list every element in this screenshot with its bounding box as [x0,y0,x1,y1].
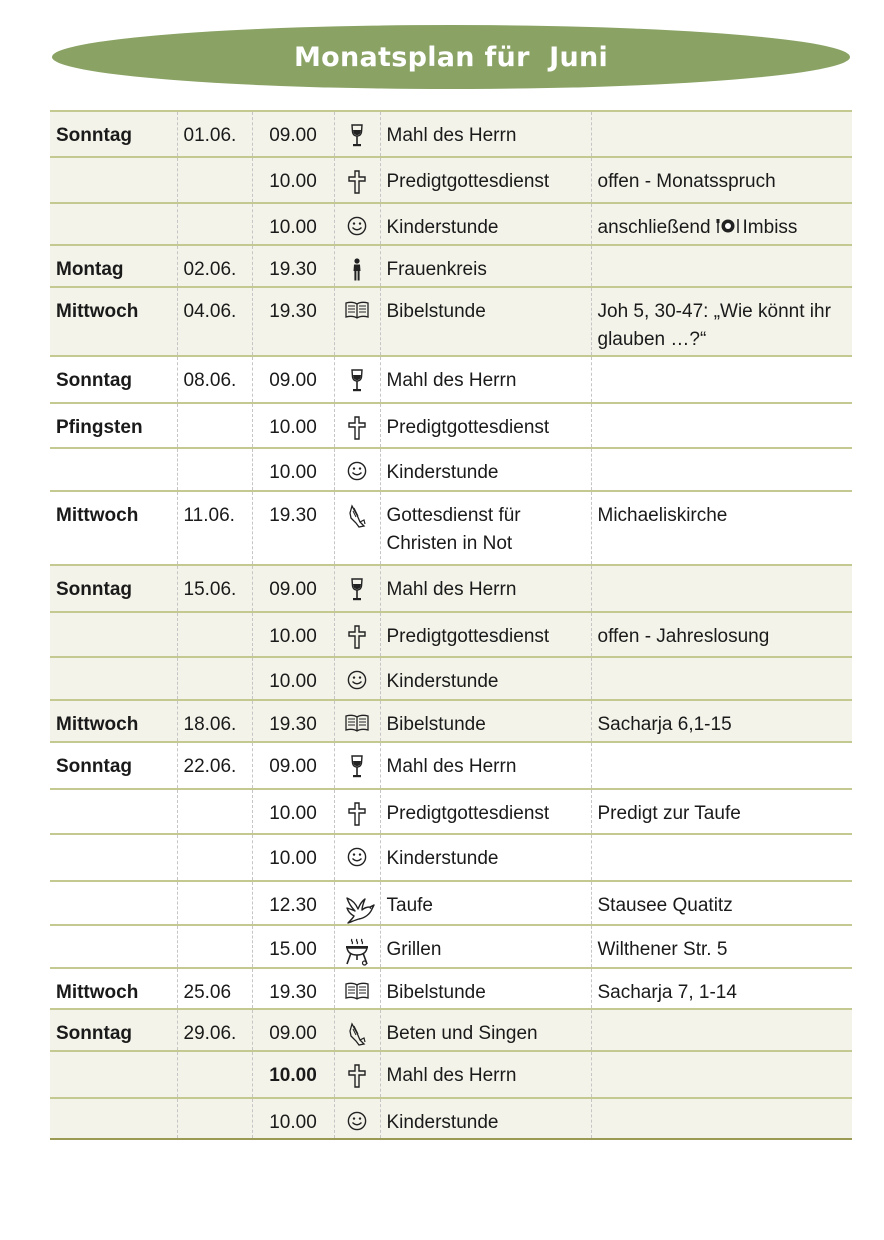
event-cell: Gottesdienst für Christen in Not [380,491,591,565]
time-cell: 09.00 [252,1009,334,1051]
event-cell: Frauenkreis [380,245,591,287]
icon-cell [334,612,380,657]
time-cell: 10.00 [252,1098,334,1139]
day-cell [50,925,177,968]
woman-icon [344,256,370,284]
time-cell: 10.00 [252,448,334,491]
date-cell: 11.06. [177,491,252,565]
icon-cell [334,403,380,448]
date-cell [177,612,252,657]
event-cell: Kinderstunde [380,203,591,245]
icon-cell [334,491,380,565]
table-row [50,968,852,1009]
event-cell: Grillen [380,925,591,968]
note-cell [591,448,852,491]
table-row [50,565,852,612]
icon-cell [334,565,380,612]
time-cell: 09.00 [252,565,334,612]
date-cell: 22.06. [177,742,252,789]
table-row [50,657,852,700]
day-cell [50,657,177,700]
time-cell: 19.30 [252,968,334,1009]
cross-icon [344,1062,370,1090]
time-cell: 19.30 [252,245,334,287]
smiley-icon [344,214,370,242]
table-row [50,157,852,203]
day-cell [50,1098,177,1139]
date-cell: 01.06. [177,111,252,157]
schedule-body [50,111,852,1139]
icon-cell [334,356,380,403]
date-cell [177,834,252,881]
icon-cell [334,203,380,245]
wine-glass-icon [344,753,370,781]
date-cell [177,1098,252,1139]
table-row [50,834,852,881]
note-cell: Sacharja 6,1-15 [591,700,852,742]
time-cell: 19.30 [252,287,334,356]
table-row [50,1009,852,1051]
note-cell [591,1009,852,1051]
icon-cell [334,742,380,789]
note-cell [591,565,852,612]
day-cell: Mittwoch [50,491,177,565]
table-row [50,1098,852,1139]
date-cell [177,157,252,203]
event-cell: Mahl des Herrn [380,111,591,157]
day-cell: Sonntag [50,565,177,612]
smiley-icon [344,1109,370,1137]
event-cell: Kinderstunde [380,448,591,491]
cross-icon [344,800,370,828]
time-cell: 10.00 [252,203,334,245]
date-cell [177,657,252,700]
smiley-icon [344,459,370,487]
event-cell: Predigtgottesdienst [380,157,591,203]
note-cell [591,356,852,403]
cross-icon [344,414,370,442]
event-cell: Mahl des Herrn [380,565,591,612]
date-cell [177,789,252,834]
icon-cell [334,834,380,881]
note-cell: Predigt zur Taufe [591,789,852,834]
event-cell: Mahl des Herrn [380,742,591,789]
time-cell: 10.00 [252,612,334,657]
dove-icon [344,892,370,920]
day-cell: Mittwoch [50,287,177,356]
book-icon [344,298,370,326]
icon-cell [334,700,380,742]
time-cell: 10.00 [252,789,334,834]
date-cell: 08.06. [177,356,252,403]
date-cell [177,403,252,448]
icon-cell [334,111,380,157]
event-cell: Kinderstunde [380,834,591,881]
event-cell: Mahl des Herrn [380,1051,591,1098]
note-cell [591,1098,852,1139]
note-text: anschließend [597,217,711,238]
event-cell: Kinderstunde [380,1098,591,1139]
schedule-table [50,110,852,1140]
event-cell: Taufe [380,881,591,925]
day-cell: Montag [50,245,177,287]
time-cell: 19.30 [252,491,334,565]
note-cell: Sacharja 7, 1-14 [591,968,852,1009]
date-cell [177,203,252,245]
icon-cell [334,287,380,356]
time-cell: 19.30 [252,700,334,742]
table-row [50,111,852,157]
date-cell [177,1051,252,1098]
event-cell: Kinderstunde [380,657,591,700]
day-cell: Mittwoch [50,968,177,1009]
praying-hands-icon [344,1020,370,1048]
icon-cell [334,925,380,968]
table-row [50,203,852,245]
icon-cell [334,789,380,834]
icon-cell [334,657,380,700]
date-cell: 04.06. [177,287,252,356]
note-cell [591,403,852,448]
plate-icon [715,214,741,242]
note-cell [591,657,852,700]
time-cell: 10.00 [252,403,334,448]
table-row [50,356,852,403]
event-cell: Predigtgottesdienst [380,789,591,834]
page-title: Monatsplan für Juni [293,41,609,73]
title-banner [52,25,850,89]
table-row [50,881,852,925]
day-cell: Sonntag [50,111,177,157]
date-cell [177,881,252,925]
cross-icon [344,168,370,196]
table-row [50,1051,852,1098]
table-row [50,789,852,834]
table-row [50,700,852,742]
book-icon [344,711,370,739]
note-cell [591,111,852,157]
day-cell [50,612,177,657]
icon-cell [334,1098,380,1139]
date-cell: 29.06. [177,1009,252,1051]
time-cell: 10.00 [252,157,334,203]
note-cell: Wilthener Str. 5 [591,925,852,968]
praying-hands-icon [344,502,370,530]
table-row [50,612,852,657]
icon-cell [334,1051,380,1098]
date-cell [177,448,252,491]
event-cell: Beten und Singen [380,1009,591,1051]
event-cell: Mahl des Herrn [380,356,591,403]
date-cell: 15.06. [177,565,252,612]
note-tail-text: Imbiss [742,217,798,238]
event-cell: Bibelstunde [380,287,591,356]
table-row [50,448,852,491]
date-cell: 02.06. [177,245,252,287]
table-row [50,491,852,565]
wine-glass-icon [344,122,370,150]
smiley-icon [344,845,370,873]
event-cell: Predigtgottesdienst [380,612,591,657]
note-cell [591,742,852,789]
note-cell [591,834,852,881]
time-cell: 12.30 [252,881,334,925]
smiley-icon [344,668,370,696]
time-cell: 15.00 [252,925,334,968]
icon-cell [334,1009,380,1051]
icon-cell [334,157,380,203]
table-row [50,245,852,287]
note-cell [591,1051,852,1098]
table-row [50,925,852,968]
icon-cell [334,448,380,491]
table-row [50,403,852,448]
note-cell: Joh 5, 30-47: „Wie könnt ihr glauben …?“ [591,287,852,356]
note-cell: offen - Monatsspruch [591,157,852,203]
event-cell: Bibelstunde [380,968,591,1009]
date-cell [177,925,252,968]
time-cell: 09.00 [252,742,334,789]
grill-icon [344,936,370,964]
note-cell: Michaeliskirche [591,491,852,565]
table-row [50,287,852,356]
note-cell: offen - Jahreslosung [591,612,852,657]
day-cell [50,448,177,491]
day-cell [50,203,177,245]
day-cell [50,789,177,834]
day-cell: Sonntag [50,356,177,403]
time-cell: 10.00 [252,834,334,881]
day-cell [50,834,177,881]
note-cell: Stausee Quatitz [591,881,852,925]
day-cell: Sonntag [50,742,177,789]
time-cell: 10.00 [252,657,334,700]
day-cell [50,881,177,925]
icon-cell [334,245,380,287]
event-cell: Predigtgottesdienst [380,403,591,448]
table-row [50,742,852,789]
wine-glass-icon [344,367,370,395]
book-icon [344,979,370,1007]
note-cell [591,203,852,245]
icon-cell [334,968,380,1009]
cross-icon [344,623,370,651]
date-cell: 25.06 [177,968,252,1009]
time-cell: 09.00 [252,356,334,403]
day-cell: Pfingsten [50,403,177,448]
date-cell: 18.06. [177,700,252,742]
event-cell: Bibelstunde [380,700,591,742]
time-cell: 09.00 [252,111,334,157]
time-cell: 10.00 [252,1051,334,1098]
icon-cell [334,881,380,925]
note-cell [591,245,852,287]
day-cell: Mittwoch [50,700,177,742]
day-cell: Sonntag [50,1009,177,1051]
day-cell [50,157,177,203]
wine-glass-icon [344,576,370,604]
day-cell [50,1051,177,1098]
